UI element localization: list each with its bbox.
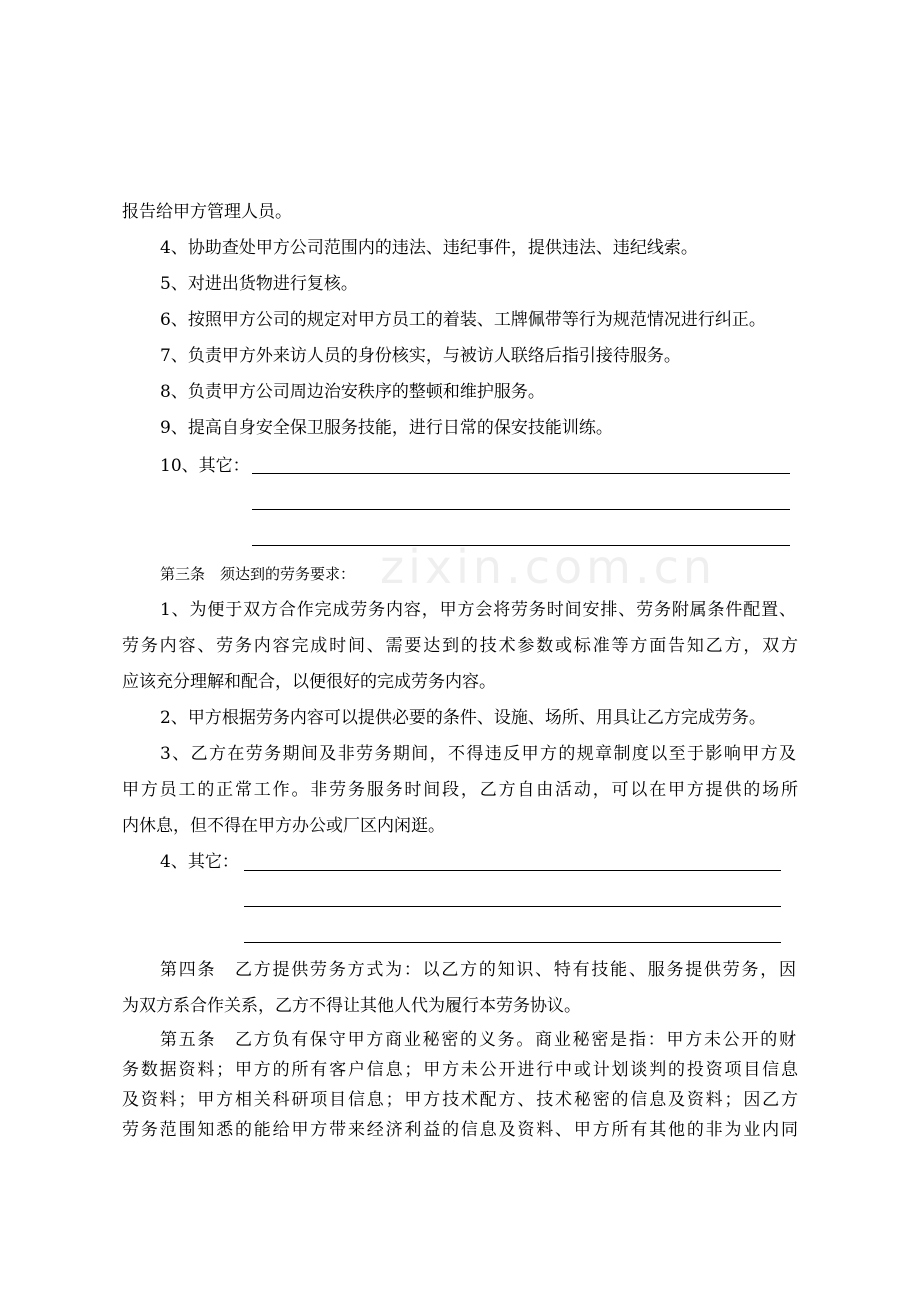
paragraph-line: 3、乙方在劳务期间及非劳务期间，不得违反甲方的规章制度以至于影响甲方及 bbox=[160, 744, 796, 764]
clause-item-4: 4、协助查处甲方公司范围内的违法、违纪事件，提供违法、违纪线索。 bbox=[160, 238, 698, 258]
clause-item-9: 9、提高自身安全保卫服务技能，进行日常的保安技能训练。 bbox=[160, 418, 613, 438]
clause-item-7: 7、负责甲方外来访人员的身份核实，与被访人联络后指引接待服务。 bbox=[160, 346, 681, 366]
clause-item-10-label: 10、其它： bbox=[160, 456, 250, 476]
paragraph-line: 2、甲方根据劳务内容可以提供必要的条件、设施、场所、用具让乙方完成劳务。 bbox=[160, 708, 766, 728]
paragraph-line: 应该充分理解和配合，以便很好的完成劳务内容。 bbox=[122, 672, 496, 692]
clause-item-4-label: 4、其它： bbox=[160, 852, 239, 872]
fill-in-line bbox=[252, 545, 790, 546]
fill-in-line bbox=[244, 906, 781, 907]
clause-item-8: 8、负责甲方公司周边治安秩序的整顿和维护服务。 bbox=[160, 382, 545, 402]
clause-item-6: 6、按照甲方公司的规定对甲方员工的着装、工牌佩带等行为规范情况进行纠正。 bbox=[160, 310, 766, 330]
paragraph-line: 及资料；甲方相关科研项目信息；甲方技术配方、技术秘密的信息及资料；因乙方 bbox=[122, 1090, 798, 1110]
paragraph-line: 内休息，但不得在甲方办公或厂区内闲逛。 bbox=[122, 816, 445, 836]
paragraph-line: 1、为便于双方合作完成劳务内容，甲方会将劳务时间安排、劳务附属条件配置、 bbox=[160, 600, 796, 620]
article-5-line: 第五条 乙方负有保守甲方商业秘密的义务。商业秘密是指：甲方未公开的财 bbox=[160, 1030, 796, 1050]
text-line: 报告给甲方管理人员。 bbox=[122, 202, 292, 222]
paragraph-line: 务数据资料；甲方的所有客户信息；甲方未公开进行中或计划谈判的投资项目信息 bbox=[122, 1060, 798, 1080]
paragraph-line: 为双方系合作关系，乙方不得让其他人代为履行本劳务协议。 bbox=[122, 996, 581, 1016]
clause-item-5: 5、对进出货物进行复核。 bbox=[160, 274, 358, 294]
watermark: zixin.com.cn bbox=[380, 540, 717, 594]
fill-in-line bbox=[252, 509, 790, 510]
fill-in-line bbox=[244, 942, 781, 943]
paragraph-line: 劳务内容、劳务内容完成时间、需要达到的技术参数或标准等方面告知乙方，双方 bbox=[122, 636, 798, 656]
fill-in-line bbox=[252, 473, 790, 474]
paragraph-line: 劳务范围知悉的能给甲方带来经济利益的信息及资料、甲方所有其他的非为业内同 bbox=[122, 1120, 798, 1140]
paragraph-line: 甲方员工的正常工作。非劳务服务时间段，乙方自由活动，可以在甲方提供的场所 bbox=[122, 780, 798, 800]
article-4-line: 第四条 乙方提供劳务方式为：以乙方的知识、特有技能、服务提供劳务，因 bbox=[160, 960, 796, 980]
article-3-heading: 第三条 须达到的劳务要求： bbox=[160, 565, 356, 583]
fill-in-line bbox=[244, 870, 781, 871]
